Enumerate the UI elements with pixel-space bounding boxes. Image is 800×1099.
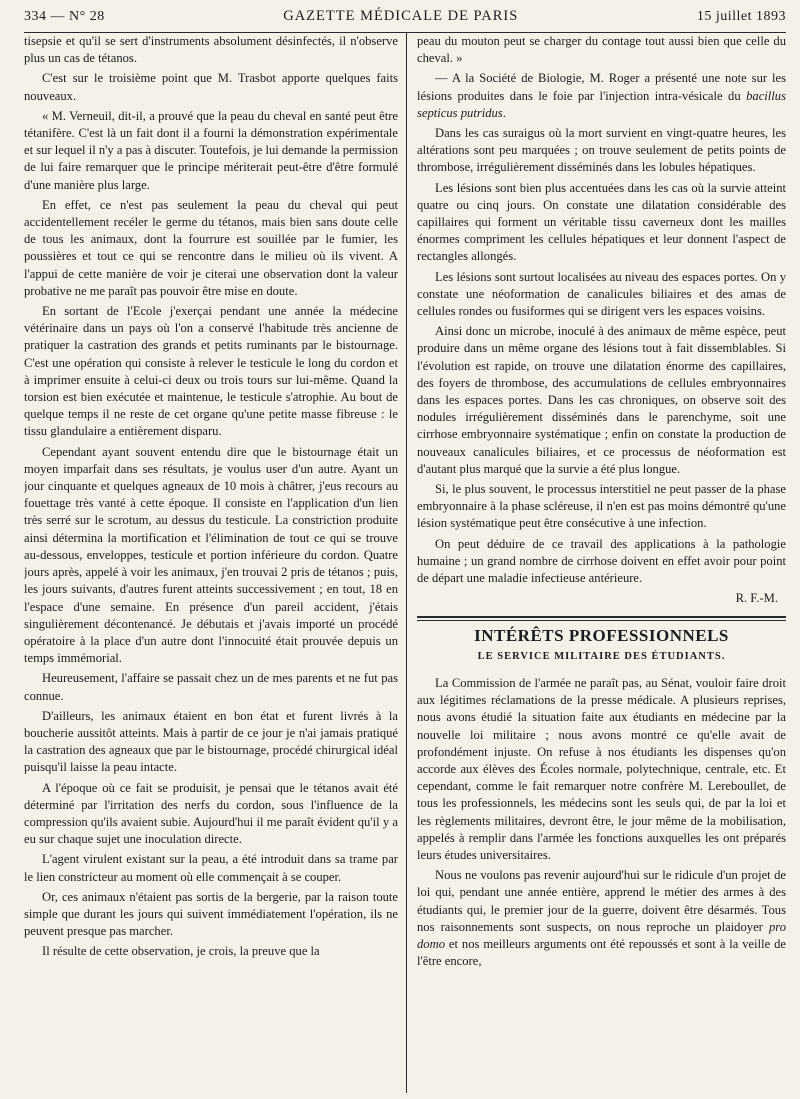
paragraph: On peut déduire de ce travail des applications à la pathologie humaine ; un grand nombre de cirrhose doivent en effet avoir pour point de départ une maladie infectieuse antérieure. [417, 536, 786, 586]
section-subtitle: LE SERVICE MILITAIRE DES ÉTUDIANTS. [477, 650, 726, 662]
left-column [24, 33, 406, 1093]
paragraph: peau du mouton peut se charger du contage tout aussi bien que celle du cheval. » [417, 34, 786, 66]
paragraph: — A la Société de Biologie, M. Roger a présenté une note sur les lésions produites dans le foie par l'injection intra-vésicale du bacillus septicus putridus. [417, 71, 786, 120]
paragraph: Les lésions sont bien plus accentuées dans les cas où la survie atteint quatre ou cinq jours. On constate une dilatation considérable des capillaires qui forment un véritable tissu caverneux dont les mailles énormes compriment les cellules hépatiques et leur donnent l'aspect de rectangles allongés. [417, 180, 786, 264]
page-number: 334 — N° 28 [24, 9, 105, 24]
paragraph: C'est sur le troisième point que M. Trasbot apporte quelques faits nouveaux. [24, 71, 398, 103]
paragraph: A l'époque où ce fait se produisit, je pensai que le tétanos avait été déterminé par l'irritation des nerfs du cordon, sous l'influence de la compression qu'ils avaient subie. Aujourd'hui il me paraît évident qu'il y a eu sur chaque sujet une inoculation directe. [24, 780, 398, 847]
paragraph: Cependant ayant souvent entendu dire que le bistournage était un moyen imparfait dans ses résultats, je voulus user d'un autre. Ayant un jour cinquante et quelques agneaux de 10 mois à châtrer, j'eus recours au fouettage très vanté à cette époque. Il consiste en l'application d'un lien très serré sur le scrotum, au dessus du testicule. La constriction produite ainsi détermina la mortification et l'élimination de tout ce qui se trouve au-dessous, enveloppes, testicule et portion inférieure du cordon. Quatre jours après, appelé à voir les animaux, j'en trouvai 2 pris de tétanos ; puis, les jours suivants, d'autres furent atteints successivement ; en tout, 18 en l'espace d'une semaine. En présence d'un pareil accident, j'étais singulièrement décontenancé. Je débutais et j'avais importé un procédé opératoire à la place d'un autre dont l'innocuité était prouvée depuis un temps immémorial. [24, 444, 398, 666]
paragraph: L'agent virulent existant sur la peau, a été introduit dans sa trame par le lien constricteur au moment où elle commençait à se couper. [24, 852, 398, 884]
columns [24, 33, 786, 1093]
author-signature: R. F.-M. [735, 591, 778, 606]
paragraph: Les lésions sont surtout localisées au niveau des espaces portes. On y constate une néoformation de canalicules biliaires et des amas de cellules rondes ou fusiformes qui se dirigent vers les espaces voisins. [417, 269, 786, 319]
right-column [406, 33, 786, 1093]
paragraph: La Commission de l'armée ne paraît pas, au Sénat, vouloir faire droit aux légitimes réclamations de la presse médicale. A plusieurs reprises, nous avons étudié la situation faite aux étudiants en médecine par la nouvelle loi militaire ; nous avons montré ce qu'elle avait de profondément injuste. On refuse à nos étudiants les dispenses qu'on accorde aux élèves des Écoles normale, polytechnique, centrale, etc. Et cependant, comme le fait remarquer notre confrère M. Lereboullet, de tous les professionnels, les médecins sont les seuls qui, de par la loi et les règlements militaires, devront être, le jour même de la mobilisation, appelés à remplir dans l'armée les fonctions auxquelles les ont préparés leurs études universitaires. [417, 675, 786, 862]
paragraph: Il résulte de cette observation, je crois, la preuve que la [42, 944, 320, 959]
paragraph: Ainsi donc un microbe, inoculé à des animaux de même espèce, peut produire dans un même organe des lésions tout à fait dissemblables. Si l'évolution est rapide, on trouve une dilatation énorme des capillaires, des foyers de thrombose, des accumulations de cellules embryonnaires dans les espaces portes. Dans les cas chroniques, on observe soit des nodules irrégulièrement disséminés dans le parenchyme, soit une cirrhose embryonnaire systématique ; enfin on constate la production de nouveaux canalicules biliaires, et ce processus de néoformation est d'autant plus marqué que la survie a été plus longue. [417, 324, 786, 476]
section-separator [417, 616, 786, 621]
paragraph: Heureusement, l'affaire se passait chez un de mes parents et ne fut pas connue. [24, 671, 398, 703]
page-header [24, 8, 786, 30]
journal-title: GAZETTE MÉDICALE DE PARIS [283, 8, 519, 24]
issue-date: 15 juillet 1893 [696, 9, 786, 24]
section-title: INTÉRÊTS PROFESSIONNELS [474, 625, 729, 645]
paragraph: Or, ces animaux n'étaient pas sortis de la bergerie, par la raison toute simple que durant les jours qui suivent immédiatement l'opération, ils ne peuvent presque pas marcher. [24, 889, 398, 939]
paragraph: Nous ne voulons pas revenir aujourd'hui sur le ridicule d'un projet de loi qui, pendant une année entière, apprend le métier des armes à des étudiants qui, le premier jour de la guerre, doivent être désarmés. Tous nos raisonnements sont suspects, on nous reproche un plaidoyer pro domo et nos meilleurs arguments ont été repoussés et sont à la veille de l'être encore, [417, 868, 786, 969]
paragraph: tisepsie et qu'il se sert d'instruments absolument désinfectés, il n'observe plus un cas de tétanos. [24, 34, 398, 66]
paragraph: D'ailleurs, les animaux étaient en bon état et furent livrés à la boucherie aussitôt atteints. Mais à partir de ce jour je n'ai jamais pratiqué la castration des agneaux que par le bistournage, procédé chirurgical idéal puisqu'il laisse la peau intacte. [24, 708, 398, 775]
paragraph: Dans les cas suraigus où la mort survient en vingt-quatre heures, les altérations sont peu marquées ; on trouve seulement de petits points de thrombose, irrégulièrement disséminés dans les lobules hépatiques. [417, 126, 786, 175]
paragraph: En effet, ce n'est pas seulement la peau du cheval qui peut accidentellement recéler le germe du tétanos, mais bien sans doute celle de tous les animaux, dont la fourrure est souillée par le fumier, les poussières et tout ce qui se rencontre dans le milieu où ils vivent. A l'appui de cette manière de voir je citerai une observation dont la valeur probative ne me paraît pas pouvoir être mise en doute. [24, 197, 398, 298]
bacillus-name: bacillus septicus putridus [417, 88, 786, 120]
paragraph: « M. Verneuil, dit-il, a prouvé que la peau du cheval en santé peut être tétanifère. C'est là un fait dont il a fourni la démonstration expérimentale et sur lequel il n'y a pas à discuter. Toutefois, je lui demande la permission de lui faire remarquer que le principe mériterait peut-être d'être formulé d'une manière plus large. [24, 108, 398, 192]
paragraph: En sortant de l'Ecole j'exerçai pendant une année la médecine vétérinaire dans un pays où l'on a conservé l'habitude très ancienne de pratiquer la castration des grands et petits ruminants par le bistournage. C'est une opération qui consiste à relever le testicule le long du cordon et à imprimer ensuite à celui-ci deux ou trois tours sur lui-même. Quand la torsion est bien exécutée et maintenue, le testicule s'atrophie. Au bout de quelque temps il ne reste de cet organe qu'une petite masse fibreuse : le tissu glandulaire a entièrement disparu. [24, 304, 398, 439]
pro-domo: pro domo [417, 919, 786, 951]
paragraph: Si, le plus souvent, le processus interstitiel ne peut passer de la phase embryonnaire à la phase scléreuse, il n'en est pas moins démontré qu'une lésion systématique peut être consécutive à une infection. [417, 482, 786, 531]
